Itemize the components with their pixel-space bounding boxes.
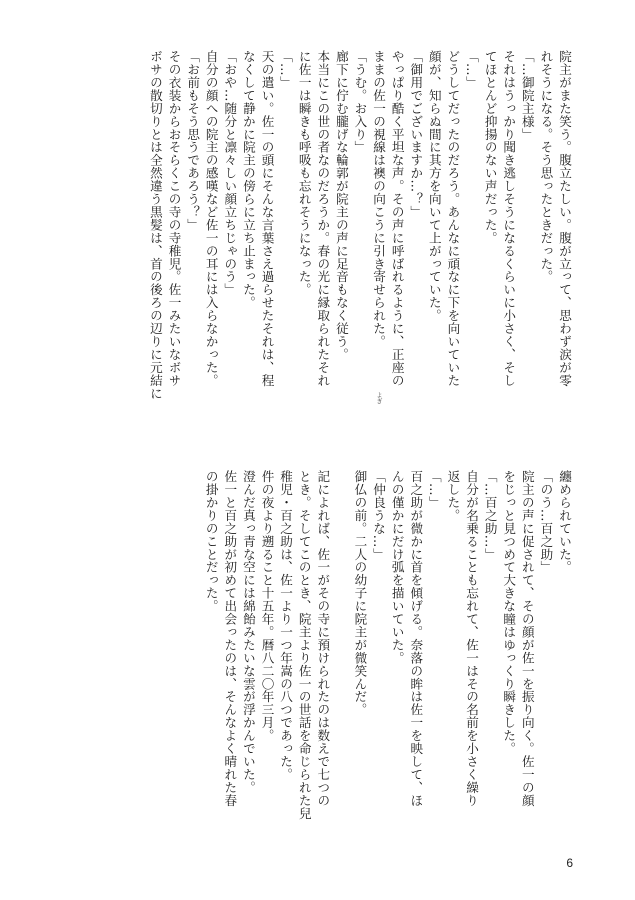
text-column: 「仲良うな…」 [371, 470, 387, 561]
text-block-upper [53, 50, 573, 417]
text-column: どうしてだったのだろう。あんなに頑なに下を向いていた [445, 50, 461, 387]
text-column: その衣装からおそらくこの寺の寺稚児。佐一みたいなボサ [166, 50, 182, 387]
text-column: 「…」 [464, 50, 480, 89]
text-column: 院主の声に促されて、その顔が佐一を振り向く。佐一の顔 [519, 470, 535, 807]
text-column: とき。そしてこのとき、院主より佐一の世話を命じられた兒 [296, 470, 312, 820]
text-column: 「お前もそう思うであろう？」 [185, 50, 201, 232]
text-column: 顔が、知らぬ間に其方を向いて上がっていた。 [426, 50, 442, 322]
text-column: それはうっかり聞き逃しそうになるくらいに小さく、そし [501, 50, 517, 387]
text-column: 廊下に佇む朧げな輪郭が院主の声に足音もなく従う。 [333, 50, 349, 361]
text-column: の掛かりのことだった。 [203, 470, 219, 613]
text-column: 天の遣い。佐一の頭にそんな言葉さえ過らせたそれは、程 [259, 50, 275, 387]
text-column: 件の夜より遡ること十五年。暦八二〇年三月。 [259, 470, 275, 742]
text-column: 稚児・百之助は、佐一より一つ年嵩の八つであった。 [278, 470, 294, 781]
text-column: 御仏の前。二人の幼子に院主が微笑んだ。 [352, 470, 368, 717]
text-column: れそうになる。そう思ったときだった。 [538, 50, 554, 284]
text-column: んの僅かにだけ弧を描いていた。 [389, 470, 405, 665]
text-block-lower [53, 470, 573, 832]
text-column: に佐一は瞬きも呼吸も忘れそうになった。 [296, 50, 312, 297]
text-column: てほとんど抑揚のない声だった。 [482, 50, 498, 245]
text-column: ままの佐一の視線は襖の向こうに引き寄せられた。 [371, 50, 387, 348]
text-column: 「御用でございますか…？」 [408, 50, 424, 219]
text-column: 院主がまた笑う。腹立たしい。腹が立って、思わず涙が零 [557, 50, 572, 387]
text-column: 本当にこの世の者なのだろうか。春の光に縁取られたそれ [315, 50, 331, 387]
ruby-annotation: よぎ [375, 392, 382, 404]
text-column: 自分が名乗ることも忘れて、佐一はその名前を小さく繰り [464, 470, 480, 807]
text-column [331, 470, 350, 832]
text-column: 佐一と百之助が初めて出会ったのは、そんなよく晴れた春 [222, 470, 238, 807]
text-column: なくして静かに院主の傍らに立ち止まった。 [240, 50, 256, 309]
page-number: 6 [566, 856, 573, 870]
text-column: 澄んだ真っ青な空には綿飴みたいな雲が浮かんでいた。 [240, 470, 256, 794]
text-column: 「…」 [426, 470, 442, 509]
text-column: 「のう…百之助」 [538, 470, 554, 574]
text-column: 記によれば、佐一がその寺に預けられたのは数えで七つの [315, 470, 331, 807]
text-column: 「…御院主様」 [519, 50, 535, 141]
text-column: 「…」 [278, 50, 294, 89]
text-column: 「うむ。お入り」 [352, 50, 368, 154]
text-column: をじっと見つめて大きな瞳はゆっくり瞬きした。 [501, 470, 517, 755]
text-column: 自分の顔への院主の感嘆など佐一の耳には入らなかった。 [203, 50, 219, 387]
text-column: 百之助が微かに首を傾げる。奈落の眸は佐一を映して、ほ [408, 470, 424, 807]
text-column: 「おや…随分と凛々しい顔立ちじゃのう」 [222, 50, 238, 297]
text-column: やっぱり酷く平坦な声。その声に呼ばれるように、正座の [389, 50, 405, 387]
text-column: 纏められていた。 [557, 470, 572, 574]
text-column: 返した。 [445, 470, 461, 522]
text-column: 「…百之助…」 [482, 470, 498, 561]
text-column: ボサの散切りとは全然違う黒髪は、首の後ろの辺りに元結に [147, 50, 163, 400]
